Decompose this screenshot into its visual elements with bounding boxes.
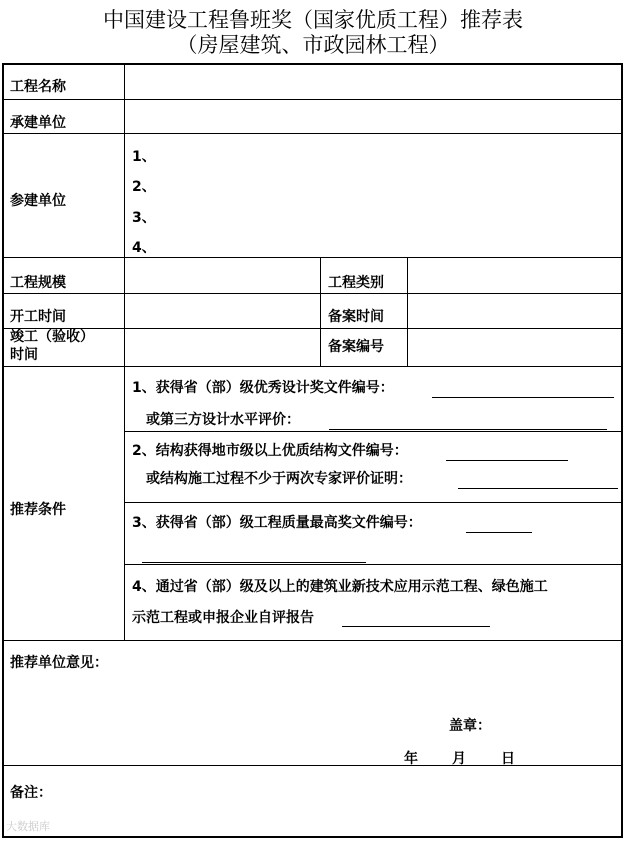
label-remarks: 备注： bbox=[10, 785, 52, 801]
row-divider bbox=[4, 366, 621, 367]
participant-item: 1、 bbox=[132, 149, 156, 165]
condition-2-line1: 2、结构获得地市级以上优质结构文件编号： bbox=[132, 443, 408, 459]
watermark: 大数据库 bbox=[6, 820, 50, 833]
label-record-no: 备案编号 bbox=[328, 339, 384, 355]
condition-divider bbox=[124, 431, 621, 432]
label-record-time: 备案时间 bbox=[328, 309, 384, 325]
condition-divider bbox=[124, 502, 621, 503]
condition-1-line1: 1、获得省（部）级优秀设计奖文件编号： bbox=[132, 380, 394, 396]
row-divider bbox=[4, 99, 621, 100]
label-opinion: 推荐单位意见： bbox=[10, 655, 108, 671]
blank-line bbox=[342, 626, 490, 627]
label-participants: 参建单位 bbox=[10, 193, 66, 209]
column-divider bbox=[407, 257, 408, 366]
blank-line bbox=[142, 562, 366, 563]
condition-4-line1: 4、通过省（部）级及以上的建筑业新技术应用示范工程、绿色施工 bbox=[132, 579, 548, 595]
condition-3-line1: 3、获得省（部）级工程质量最高奖文件编号： bbox=[132, 515, 422, 531]
blank-line bbox=[466, 532, 532, 533]
label-category: 工程类别 bbox=[328, 275, 384, 291]
form-title: 中国建设工程鲁班奖（国家优质工程）推荐表 bbox=[103, 8, 523, 32]
label-scale: 工程规模 bbox=[10, 275, 66, 291]
label-conditions: 推荐条件 bbox=[10, 502, 66, 518]
form-subtitle: （房屋建筑、市政园林工程） bbox=[176, 33, 450, 57]
column-divider bbox=[124, 65, 125, 640]
row-divider bbox=[4, 765, 621, 766]
recommendation-form bbox=[2, 63, 623, 838]
label-day: 日 bbox=[501, 751, 515, 767]
row-divider bbox=[4, 640, 621, 641]
blank-line bbox=[458, 488, 618, 489]
condition-1-line2: 或第三方设计水平评价： bbox=[146, 412, 300, 428]
label-month: 月 bbox=[452, 751, 466, 767]
row-divider bbox=[4, 293, 621, 294]
participant-item: 3、 bbox=[132, 210, 156, 226]
label-project-name: 工程名称 bbox=[10, 79, 66, 95]
label-seal: 盖章： bbox=[449, 718, 491, 734]
label-completion-time-l1: 竣工（验收） bbox=[10, 329, 94, 345]
blank-line bbox=[432, 397, 614, 398]
row-divider bbox=[4, 257, 621, 258]
participant-item: 4、 bbox=[132, 240, 156, 256]
label-start-time: 开工时间 bbox=[10, 309, 66, 325]
row-divider bbox=[4, 328, 621, 329]
condition-2-line2: 或结构施工过程不少于两次专家评价证明： bbox=[146, 471, 412, 487]
condition-divider bbox=[124, 564, 621, 565]
participant-item: 2、 bbox=[132, 179, 156, 195]
label-year: 年 bbox=[404, 751, 418, 767]
condition-4-line2: 示范工程或申报企业自评报告 bbox=[132, 610, 314, 626]
column-divider bbox=[320, 257, 321, 366]
row-divider bbox=[4, 133, 621, 134]
label-completion-time-l2: 时间 bbox=[10, 347, 38, 363]
blank-line bbox=[329, 429, 607, 430]
label-contractor: 承建单位 bbox=[10, 115, 66, 131]
blank-line bbox=[446, 460, 568, 461]
